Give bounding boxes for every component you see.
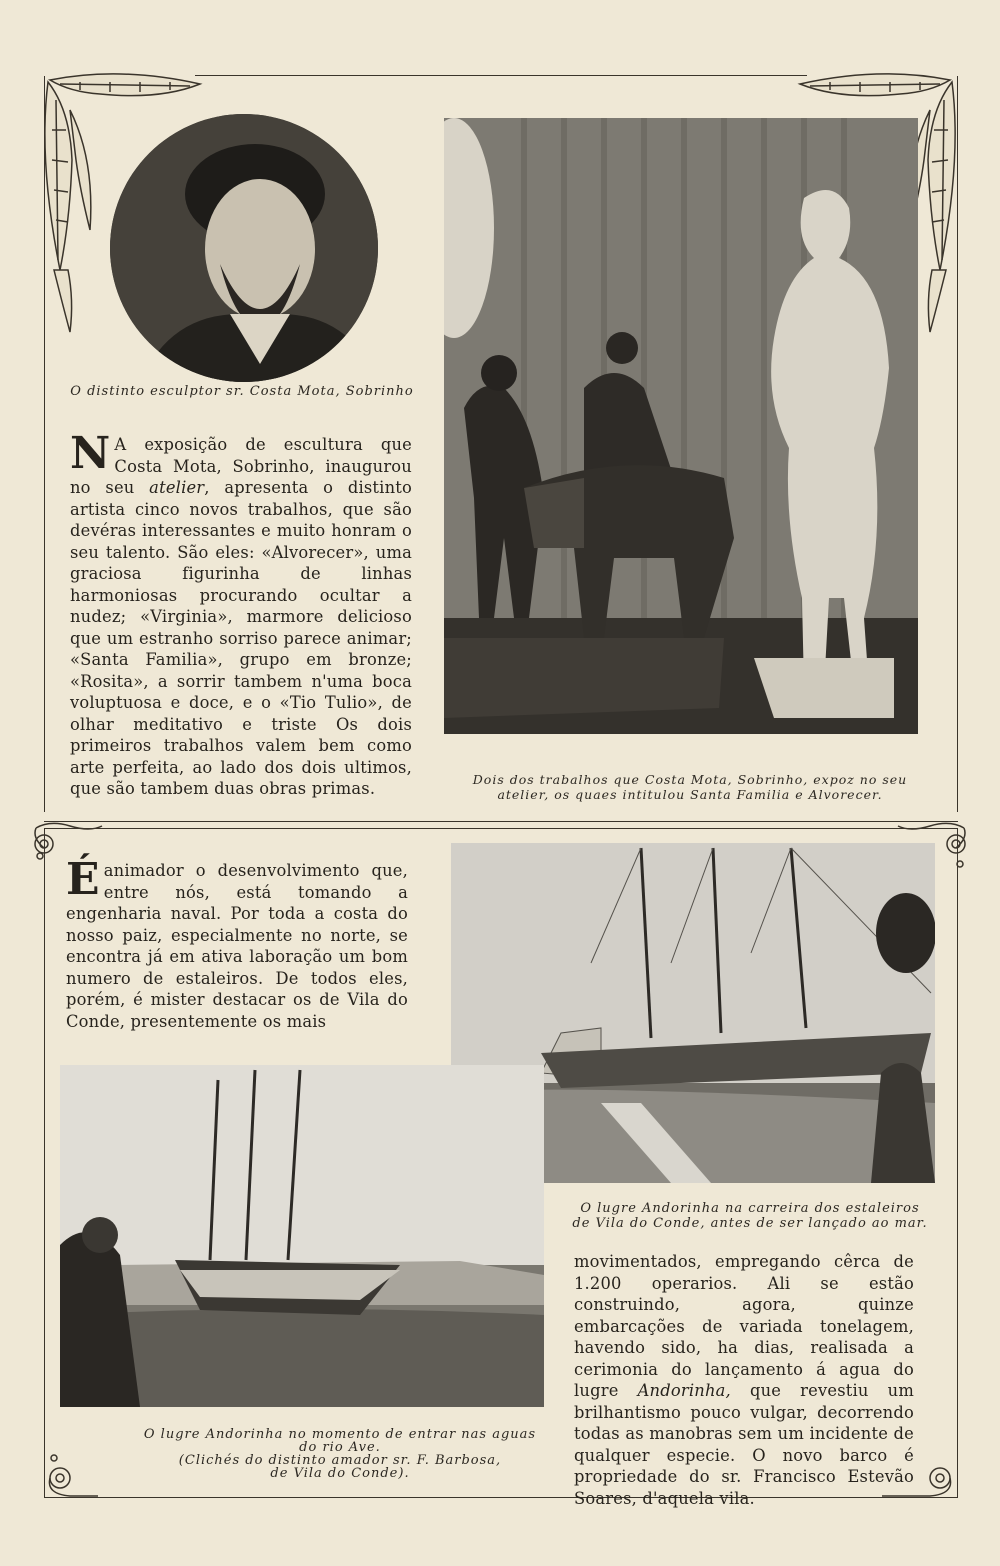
sculpture-caption [452,772,928,802]
launch-caption [120,1428,560,1480]
naval-article-text: movimentados, empregando cêrca de 1.200 operarios. Ali se estão construindo, agora, quinze embarcações de variada tonelagem, havendo sido, ha dias, realisada a cerimonia do lançamento á agua do lugre [574,1252,914,1400]
launch-caption-line4: de Vila do Conde). [270,1466,410,1481]
naval-article-part2 [574,1251,914,1509]
sculpture-caption-line1: Dois dos trabalhos que Costa Mota, Sobrinho, expoz no seu [472,772,908,787]
sculpture-caption-line2: atelier, os quaes intitulou Santa Familia e Alvorecer. [497,787,883,802]
portrait-photo [110,114,378,382]
portrait-caption: O distinto esculptor sr. Costa Mota, Sobrinho [70,384,414,399]
naval-article-part1 [66,854,408,1032]
ship-launch-photo [60,1065,544,1407]
top-frame-rule [195,75,807,76]
scroll-ornament-bottom-left [40,1450,100,1502]
article-text-italic: atelier [149,478,205,497]
shipyard-caption-line2: de Vila do Conde, antes de ser lançado ao mar. [572,1216,928,1231]
article-text: , apresenta o distinto artista cinco novos trabalhos, que são devéras interessantes e muito honram o seu talento. São eles: «Alvorecer», uma graciosa figurinha de linhas harmoniosas procurando ocultar a nudez; «Virginia», marmore delicioso que um estranho sorriso parece animar; «Santa Familia», grupo em bronze; «Rosita», a sorrir tambem n'uma boca voluptuosa e doce, e o «Tio Tulio», de olhar meditativo e triste Os dois primeiros trabalhos valem bem como arte perfeita, ao lado dos dois ultimos, que são tambem duas obras primas. [70,478,413,798]
naval-article-text: animador o desenvolvimento que, entre nós, está tomando a engenharia naval. Por toda a costa do nosso paiz, especialmente no norte, se encontra já em ativa laboração um bom numero de estaleiros. De todos eles, porém, é mister destacar os de Vila do Conde, presentemente os mais [66,861,408,1031]
top-frame-bottom-rule [44,821,958,822]
naval-article-dropcap: É [66,854,100,905]
shipyard-caption [560,1201,940,1231]
launch-caption-line2: do rio Ave. [299,1440,381,1455]
shipyard-caption-line1: O lugre Andorinha na carreira dos estaleiros [580,1201,920,1216]
sculpture-photo [444,118,918,734]
launch-caption-line3: (Clichés do distinto amador sr. F. Barbosa, [178,1453,502,1468]
sculpture-article [70,428,413,800]
article-text: A exposição de escultura que Costa Mota, Sobrinho, inaugurou no seu [70,435,412,497]
naval-article-text: que revestiu um brilhantismo pouco vulgar, decorrendo todas as manobras sem um incidente de qualquer especie. O novo barco é propriedade do sr. Francisco Estevão Soares, d'aquela vila. [574,1381,914,1508]
launch-caption-line1: O lugre Andorinha no momento de entrar nas aguas [143,1427,537,1442]
article-dropcap: N [70,428,111,479]
naval-article-text-italic: Andorinha, [637,1381,731,1400]
